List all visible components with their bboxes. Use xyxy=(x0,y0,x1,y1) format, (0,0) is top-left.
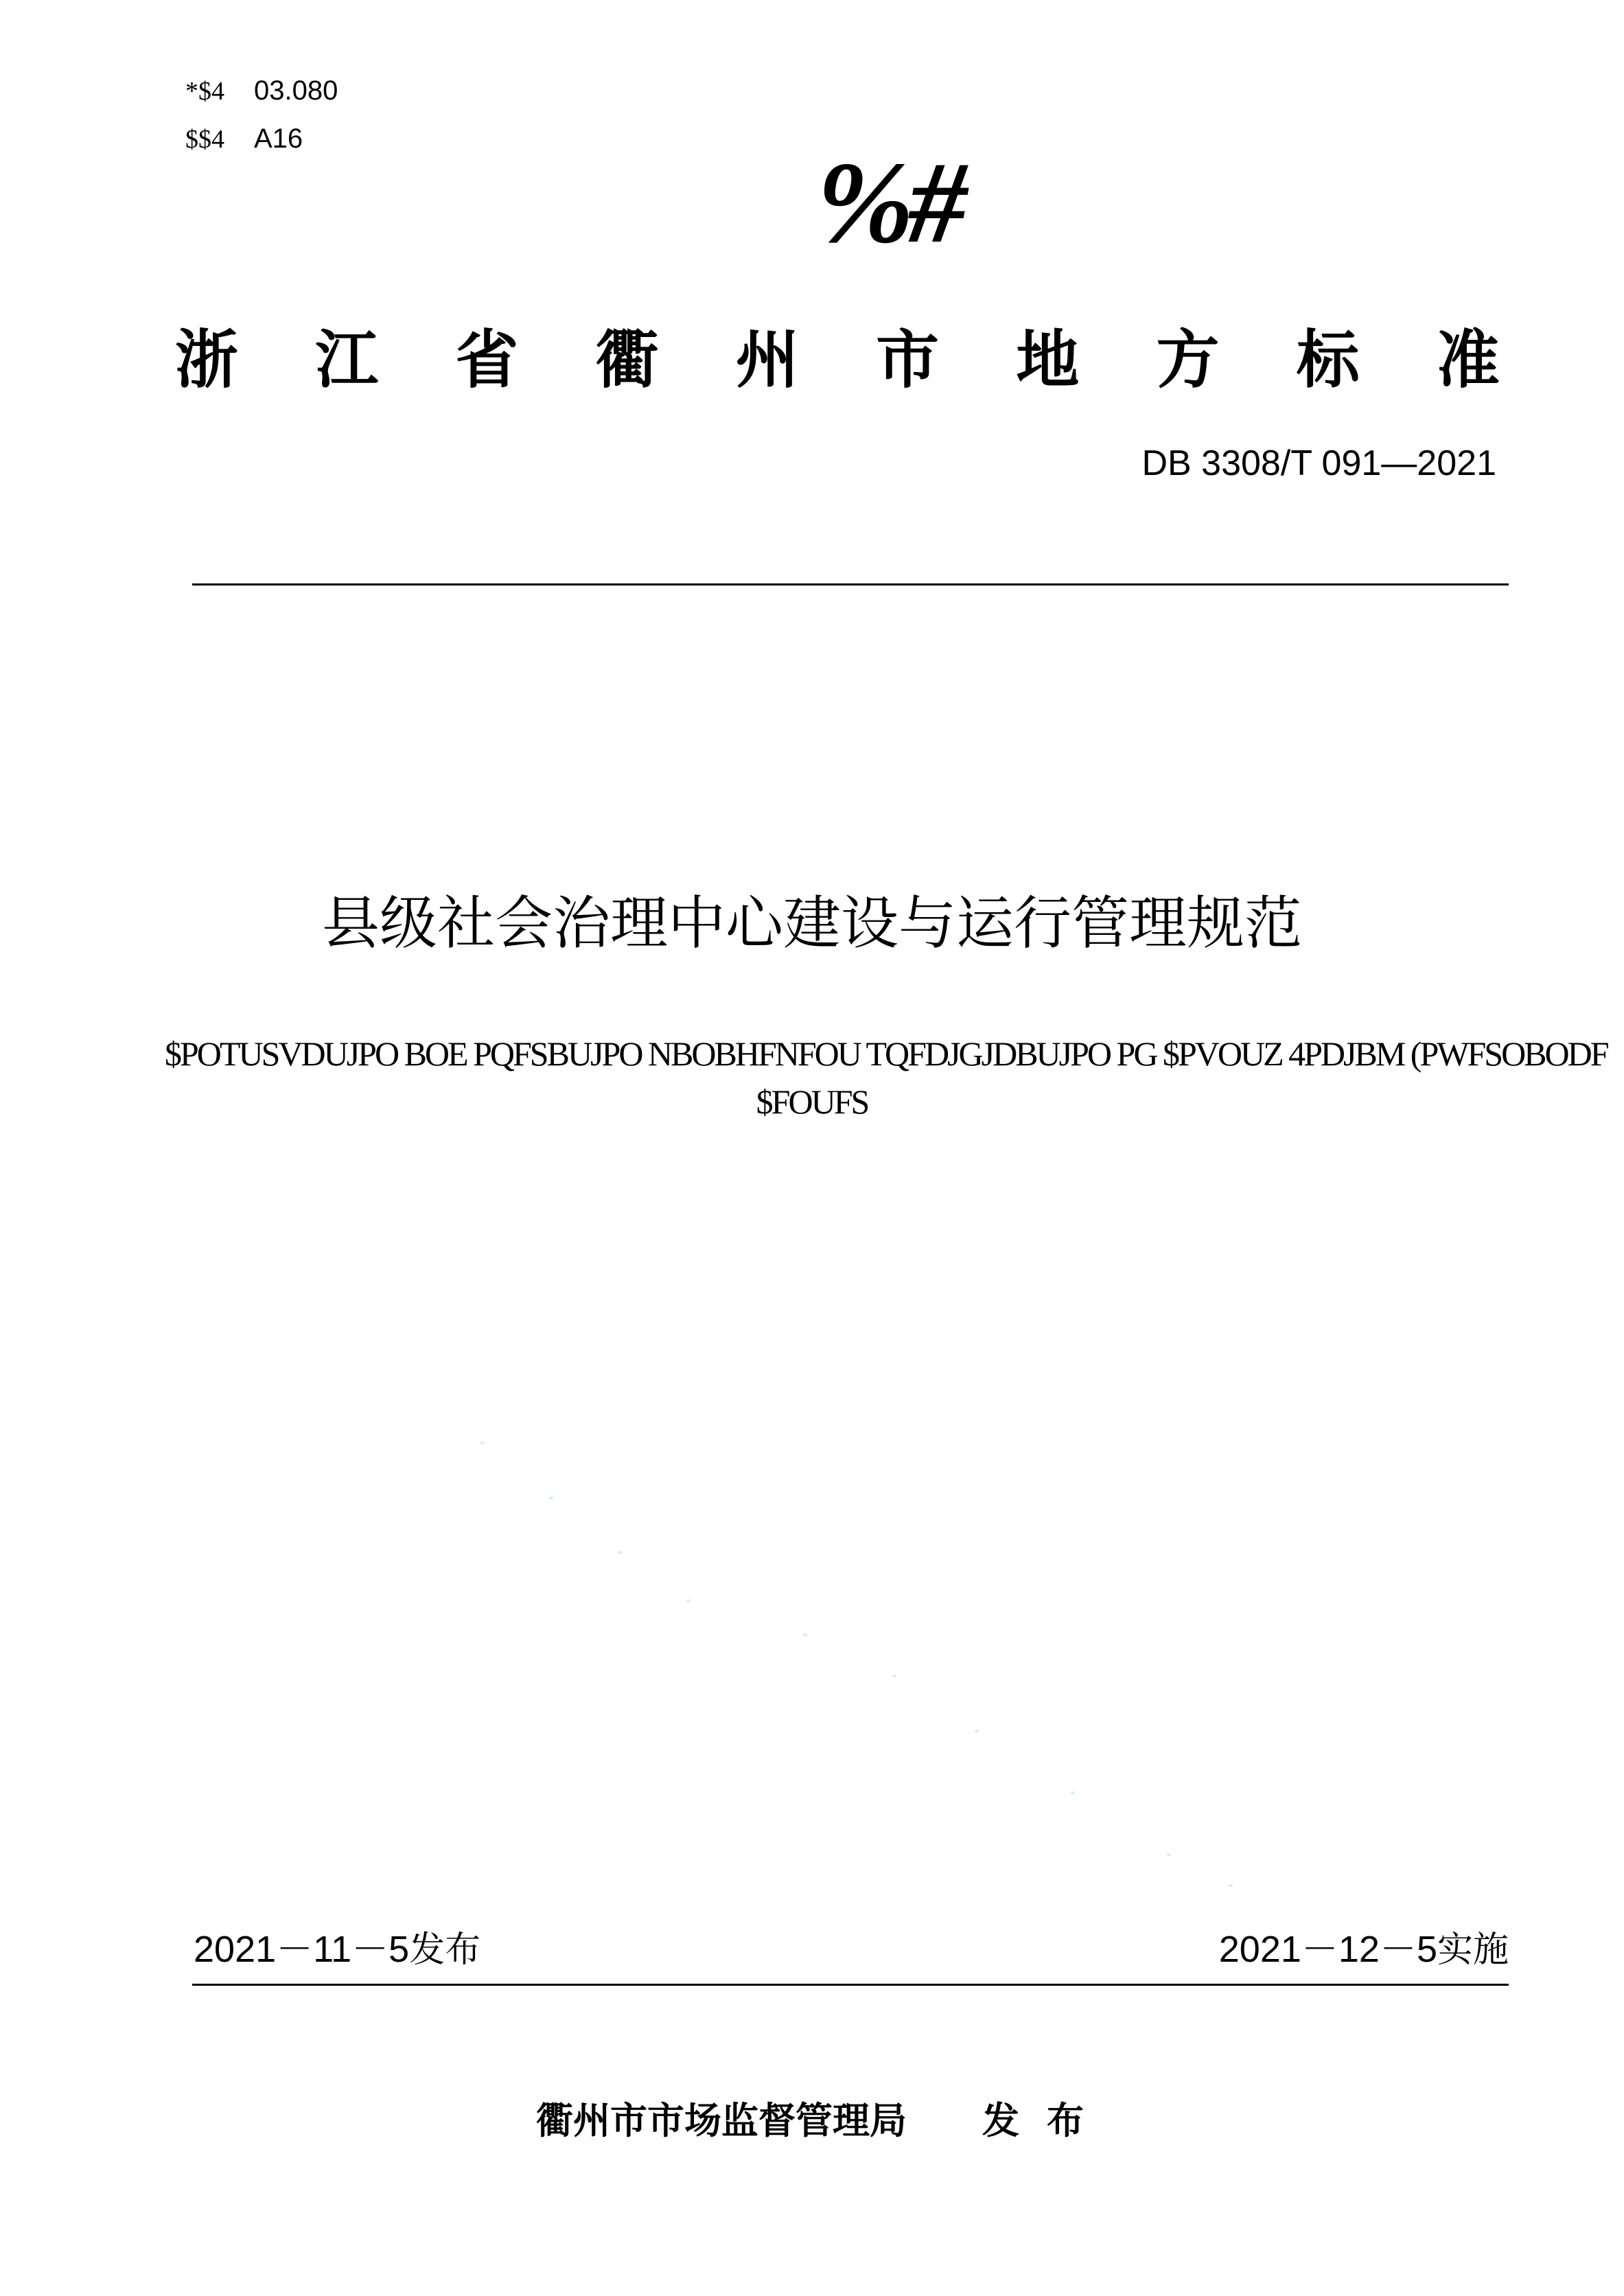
ics-value: 03.080 xyxy=(254,76,338,106)
ccs-code xyxy=(185,124,303,165)
ccs-label: $$4 xyxy=(185,125,224,154)
effective-date-line xyxy=(1219,1922,1509,1977)
heading-char: 江 xyxy=(315,323,379,397)
english-title-line-2: $FOUFS xyxy=(756,1082,868,1121)
ics-code xyxy=(185,76,338,117)
publisher-name: 衢州市市场监督管理局 xyxy=(536,2099,907,2142)
standard-number: DB 3308/T 091—2021 xyxy=(1141,443,1496,483)
issue-date: 2021－11－5 xyxy=(194,1929,410,1970)
heading-char: 浙 xyxy=(175,323,239,397)
issue-label: 发布 xyxy=(409,1929,481,1971)
ics-label: *$4 xyxy=(185,77,224,106)
effective-date: 2021－12－5 xyxy=(1218,1929,1437,1970)
effective-label: 实施 xyxy=(1437,1929,1509,1971)
heading-char: 省 xyxy=(455,323,519,397)
main-heading xyxy=(175,316,1500,405)
heading-char: 州 xyxy=(735,323,799,397)
publisher-release: 发布 xyxy=(982,2099,1111,2142)
bottom-divider xyxy=(192,1984,1509,1986)
heading-char: 市 xyxy=(876,323,940,397)
heading-char: 衢 xyxy=(595,323,659,397)
issue-date-line xyxy=(194,1922,480,1977)
document-title: 县级社会治理中心建设与运行管理规范 xyxy=(321,890,1302,957)
publisher-line xyxy=(480,2094,1167,2148)
heading-char: 方 xyxy=(1156,323,1220,397)
english-title-line-1: $POTUSVDUJPO BOE PQFSBUJPO NBOBHFNFOU TQFDJGJDBUJPO PG $PVOUZ 4PDJBM (PWFSOBODF xyxy=(165,1034,1608,1073)
db-logo: %# xyxy=(817,138,962,267)
ccs-value: A16 xyxy=(254,124,303,154)
heading-char: 标 xyxy=(1296,323,1360,397)
heading-char: 准 xyxy=(1436,323,1500,397)
heading-char: 地 xyxy=(1016,323,1080,397)
top-divider xyxy=(192,583,1509,585)
